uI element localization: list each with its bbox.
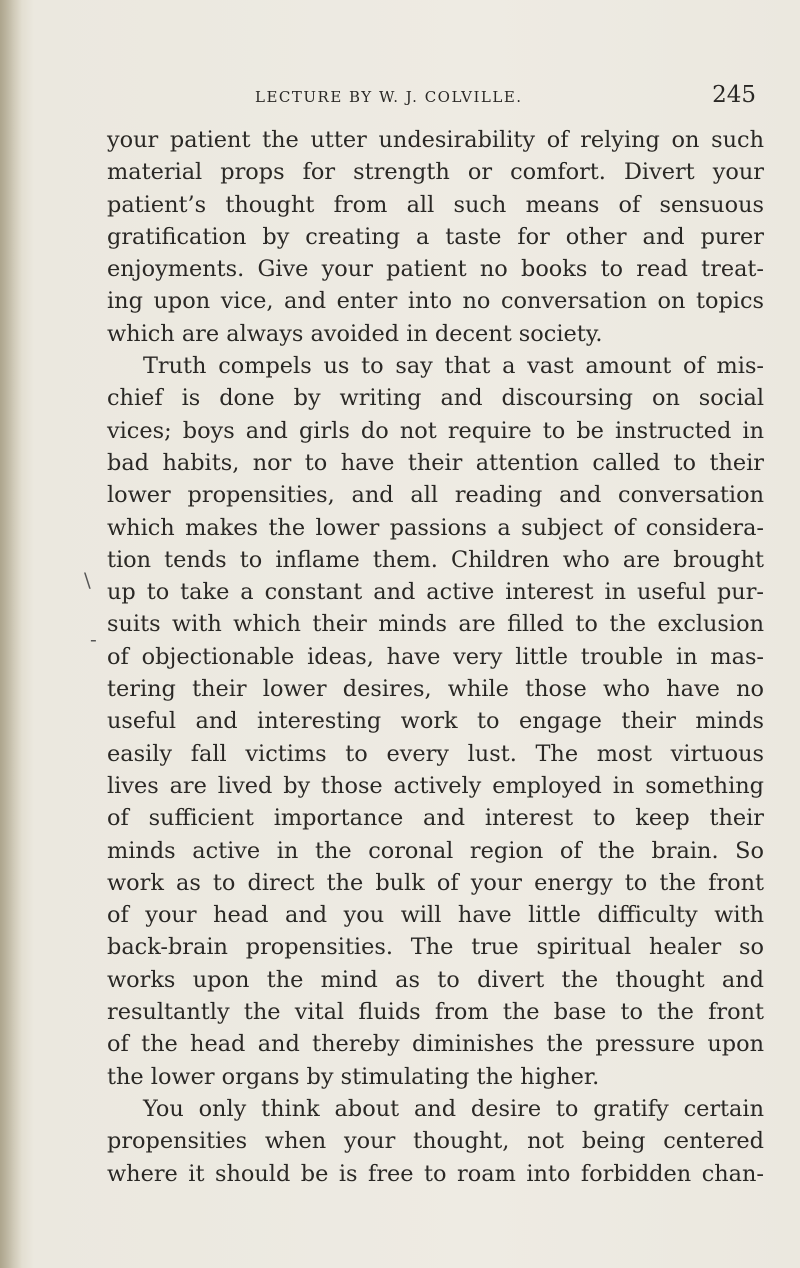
text-line: easily fall victims to every lust. The most virtuous	[107, 740, 764, 767]
text-line: your patient the utter undesirability of relying on such	[107, 127, 764, 153]
running-head-title: LECTURE BY W. J. COLVILLE.	[255, 88, 523, 106]
text-line: suits with which their minds are filled to the exclusion	[107, 611, 764, 638]
text-line: propensities when your thought, not being centered	[107, 1128, 764, 1155]
text-line: which are always avoided in decent society.	[107, 320, 603, 347]
text-line: the lower organs by stimulating the higher.	[107, 1063, 600, 1090]
text-line: of sufficient importance and interest to keep their	[107, 805, 764, 832]
text-line: material props for strength or comfort. Divert your	[107, 159, 764, 186]
text-line: useful and interesting work to engage their minds	[107, 708, 764, 735]
text-line: of the head and thereby diminishes the pressure upon	[107, 1031, 764, 1058]
text-line: which makes the lower passions a subject of considera-	[107, 514, 764, 541]
text-line: bad habits, nor to have their attention called to their	[107, 449, 764, 476]
text-line: tering their lower desires, while those who have no	[107, 676, 764, 703]
body-text	[107, 124, 764, 1190]
text-line: lives are lived by those actively employed in something	[107, 772, 764, 799]
paragraph-start: You only think about and desire to gratify certain	[143, 1095, 764, 1122]
text-line: of your head and you will have little difficulty with	[107, 902, 764, 929]
text-line: patient’s thought from all such means of sensuous	[107, 191, 764, 218]
text-line: chief is done by writing and discoursing on social	[107, 385, 764, 412]
text-line: back-brain propensities. The true spiritual healer so	[107, 934, 764, 961]
paragraph-start: Truth compels us to say that a vast amount of mis-	[143, 353, 764, 380]
text-line: vices; boys and girls do not require to be instructed in	[107, 417, 764, 444]
text-line: of objectionable ideas, have very little trouble in mas-	[107, 643, 764, 670]
text-line: enjoyments. Give your patient no books to read treat-	[107, 256, 764, 283]
running-head	[140, 84, 760, 114]
text-line: tion tends to inflame them. Children who are brought	[107, 546, 764, 573]
text-line: where it should be is free to roam into forbidden chan-	[107, 1160, 764, 1187]
text-line: gratification by creating a taste for other and purer	[107, 223, 764, 250]
text-line: lower propensities, and all reading and conversation	[107, 482, 764, 509]
text-line: works upon the mind as to divert the thought and	[107, 966, 764, 993]
binding-shadow	[0, 0, 22, 1268]
text-line: resultantly the vital fluids from the base to the front	[107, 999, 764, 1026]
margin-mark-slash: \	[84, 568, 91, 592]
margin-mark-dash: -	[90, 627, 97, 651]
text-line: work as to direct the bulk of your energy to the front	[107, 869, 764, 896]
page-number: 245	[712, 82, 756, 108]
text-line: minds active in the coronal region of the brain. So	[107, 837, 764, 864]
text-line: up to take a constant and active interest in useful pur-	[107, 579, 764, 606]
text-line: ing upon vice, and enter into no conversation on topics	[107, 288, 764, 315]
